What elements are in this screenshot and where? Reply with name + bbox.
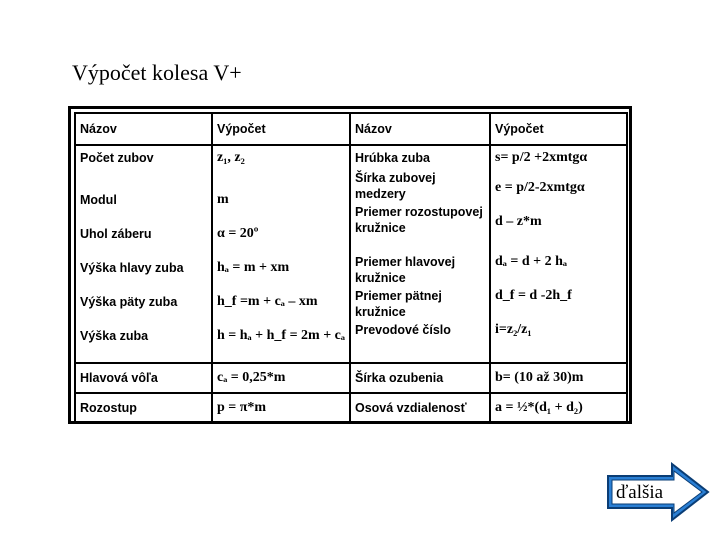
table-cell: Priemer rozostupovej kružnice — [355, 205, 483, 235]
table-cell: p = π*m — [212, 393, 350, 423]
table-cell: Priemer hlavovej kružnice — [355, 255, 456, 285]
table-cell: Prevodové číslo — [355, 323, 451, 337]
right-names-cell — [350, 145, 490, 363]
left-names-cell — [75, 145, 212, 363]
header-calc-1: Výpočet — [212, 113, 350, 145]
table-row — [75, 393, 627, 423]
formula-table — [68, 106, 632, 424]
table-cell: Šírka zubovej medzery — [355, 171, 436, 201]
table-cell: Počet zubov — [80, 151, 154, 165]
table-cell: hₐ = m + xm — [217, 260, 290, 275]
header-name-1: Názov — [75, 113, 212, 145]
table-cell: Výška hlavy zuba — [80, 261, 184, 275]
table-cell: α = 20º — [217, 226, 259, 241]
table-cell: d_f = d -2h_f — [495, 288, 572, 303]
table-cell: Priemer pätnej kružnice — [355, 289, 442, 319]
table-cell: h = hₐ + h_f = 2m + cₐ — [217, 328, 345, 343]
header-name-2: Názov — [350, 113, 490, 145]
next-slide-label: ďalšia — [616, 482, 664, 503]
table-header-row — [75, 113, 627, 145]
table-cell: b= (10 až 30)m — [490, 363, 627, 393]
table-cell: m — [217, 192, 229, 207]
table-cell: Uhol záberu — [80, 227, 152, 241]
table-cell: Modul — [80, 193, 117, 207]
table-cell: Osová vzdialenosť — [350, 393, 490, 423]
table-cell: a = ½*(d₁ + d₂) — [490, 393, 627, 423]
header-calc-2: Výpočet — [490, 113, 627, 145]
table-cell: Šírka ozubenia — [350, 363, 490, 393]
table-cell: dₐ = d + 2 hₐ — [495, 254, 567, 269]
slide-title: Výpočet kolesa V+ — [72, 60, 242, 85]
table-cell: e = p/2-2xmtgα — [495, 180, 585, 195]
table-cell: Výška zuba — [80, 329, 149, 343]
table-row — [75, 363, 627, 393]
table-cell: s= p/2 +2xmtgα — [495, 150, 588, 165]
table-cell: Výška päty zuba — [80, 295, 178, 309]
table-cell: Hlavová vôľa — [75, 363, 212, 393]
left-calcs-cell — [212, 145, 350, 363]
right-calcs-cell — [490, 145, 627, 363]
next-slide-button[interactable] — [606, 462, 710, 522]
table-cell: h_f =m + cₐ – xm — [217, 294, 318, 309]
table-cell: i=z₂/z₁ — [495, 322, 532, 337]
table-row — [75, 145, 627, 363]
table-cell: Rozostup — [75, 393, 212, 423]
table-cell: Hrúbka zuba — [355, 151, 431, 165]
table-cell: z₁, z₂ — [217, 150, 245, 165]
table-cell: d – z*m — [495, 214, 542, 229]
table-cell: cₐ = 0,25*m — [212, 363, 350, 393]
